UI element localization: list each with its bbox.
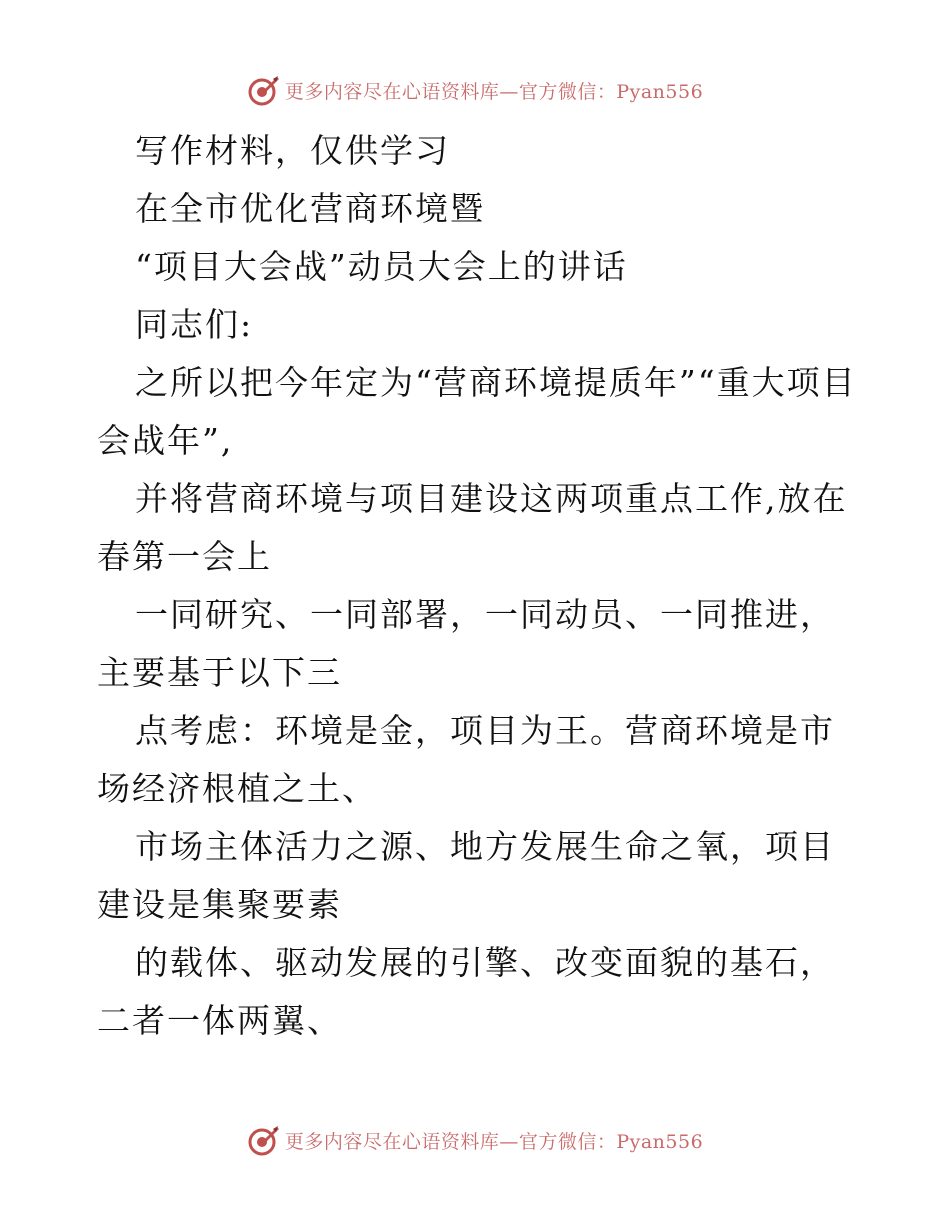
paragraph: 市场主体活力之源、地方发展生命之氧，项目建设是集聚要素: [97, 827, 835, 924]
watermark-text: 更多内容尽在心语资料库—官方微信：Pyan556: [284, 80, 704, 103]
paragraph: 并将营商环境与项目建设这两项重点工作,放在春第一会上: [97, 479, 848, 576]
paragraph: 在全市优化营商环境暨: [135, 189, 485, 228]
paragraph: “项目大会战”动员大会上的讲话: [135, 247, 628, 286]
paragraph: 写作材料，仅供学习: [135, 131, 450, 170]
footer-watermark: [0, 1120, 950, 1160]
quill-seal-icon: [247, 73, 281, 107]
quill-seal-icon: [247, 1123, 281, 1157]
paragraph: 点考虑：环境是金，项目为王。营商环境是市场经济根植之土、: [97, 711, 835, 808]
paragraph: 同志们:: [135, 305, 254, 344]
header-watermark: [0, 70, 950, 110]
watermark-text: 更多内容尽在心语资料库—官方微信：Pyan556: [284, 1130, 704, 1153]
paragraph: 的载体、驱动发展的引擎、改变面貌的基石，二者一体两翼、: [97, 943, 835, 1040]
paragraph: 一同研究、一同部署，一同动员、一同推进，主要基于以下三: [97, 595, 835, 692]
document-body: [97, 122, 867, 1050]
paragraph: 之所以把今年定为“营商环境提质年”“重大项目会战年”,: [97, 363, 857, 460]
